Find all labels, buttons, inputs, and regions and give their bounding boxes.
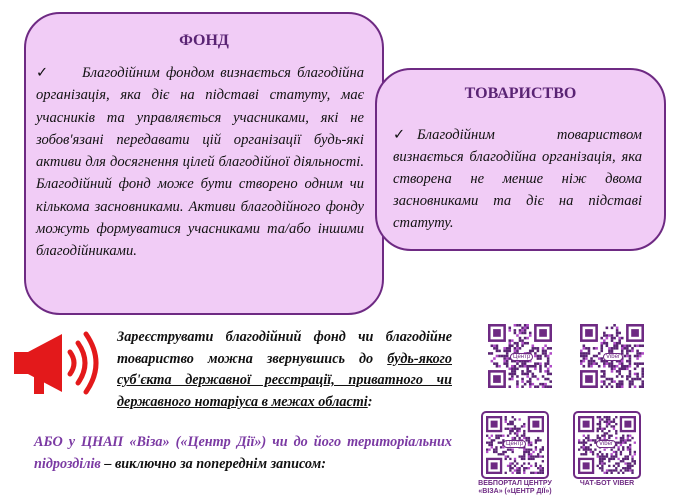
qr-logo-web-portal: Центр bbox=[503, 440, 526, 448]
cnap-text-highlight: АБО у ЦНАП «Віза» («Центр Дії») чи до його територіальних підрозділів bbox=[34, 434, 452, 472]
fond-description bbox=[36, 62, 364, 263]
checkmark-icon: ✓ bbox=[393, 127, 406, 143]
registration-text-start: Зареєструвати благодійний фонд чи благодійне товариство можна звернувшись до bbox=[117, 329, 452, 367]
cnap-text-rest: – виключно за попереднім записом: bbox=[100, 455, 326, 472]
megaphone-icon bbox=[12, 330, 106, 398]
tovarystvo-card bbox=[375, 68, 666, 251]
web-portal-caption: ВЕБПОРТАЛ ЦЕНТРУ «ВІЗА» («ЦЕНТР ДІЇ») bbox=[478, 480, 552, 495]
checkmark-icon: ✓ bbox=[36, 65, 49, 81]
qr-logo-top-left: Центр bbox=[510, 353, 533, 361]
tovarystvo-title: ТОВАРИСТВО bbox=[464, 85, 577, 102]
fond-card bbox=[24, 12, 384, 315]
tovarystvo-text: Благодійним товариством визнається благодійна організація, яка створена не менше ніж двома засновниками та діє на підставі статуту. bbox=[393, 127, 642, 231]
qr-logo-chatbot: Viber bbox=[596, 440, 616, 448]
fond-text: Благодійним фондом визнається благодійна організація, яка діє на підставі статуту, має учасників та управляється учасниками, які не зобов'язані передавати цій організації будь-які активи для досягнення цілей благодійної діяльності. Благодійний фонд може бути створено одним чи кількома засновниками. Активи благодійного фонду можуть формуватися учасниками та/або іншими благодійниками. bbox=[36, 65, 364, 260]
registration-info bbox=[117, 327, 452, 413]
tovarystvo-description bbox=[393, 124, 642, 234]
registration-text-end: : bbox=[367, 393, 373, 410]
cnap-info bbox=[34, 432, 452, 475]
registration-text-underlined: будь-якого суб'єкта державної реєстрації, приватного чи державного нотаріуса в межах області bbox=[117, 350, 452, 410]
chatbot-caption: ЧАТ-БОТ VIBER bbox=[579, 480, 635, 487]
qr-logo-top-right: Viber bbox=[603, 353, 623, 361]
fond-title: ФОНД bbox=[179, 32, 229, 49]
